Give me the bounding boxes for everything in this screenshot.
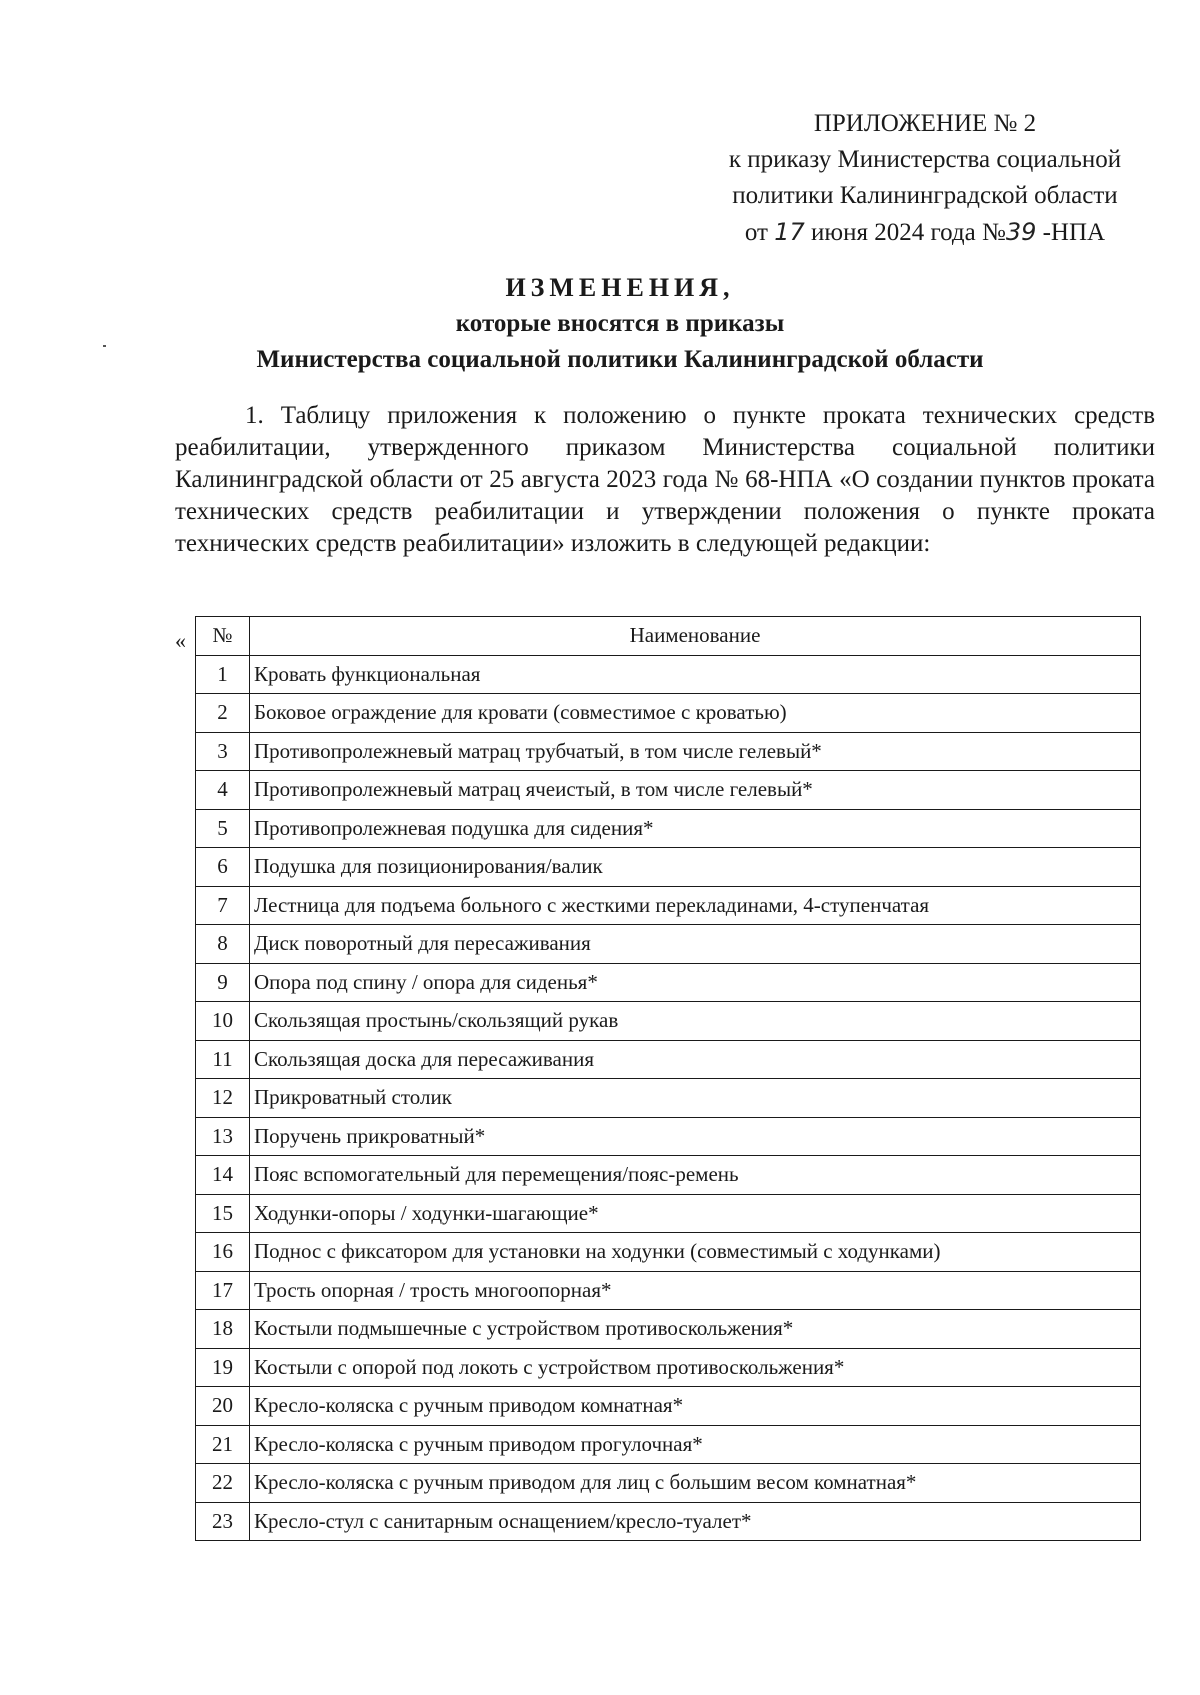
title-subheading: которые вносятся в приказы [455, 310, 785, 337]
table-row [196, 1156, 1141, 1195]
table-row [196, 1002, 1141, 1041]
row-item-name: Кресло-коляска с ручным приводом прогулочная* [250, 1425, 1141, 1464]
row-number: 12 [196, 1079, 250, 1118]
row-item-name: Опора под спину / опора для сиденья* [250, 963, 1141, 1002]
opening-quote: « [175, 628, 186, 653]
table-row [196, 1502, 1141, 1541]
table-row [196, 848, 1141, 887]
title-heading: ИЗМЕНЕНИЯ, [505, 273, 735, 302]
table-row [196, 886, 1141, 925]
paragraph-text: 1. Таблицу приложения к положению о пункте проката технических средств реабилитации, утвержденного приказом Министерства социальной политики Калининградской области от 25 августа 2023 года № 68-НПА «О создании пунктов проката технических средств реабилитации и утверждении положения о пункте проката технических средств реабилитации» изложить в следующей редакции: [175, 402, 1155, 557]
row-number: 13 [196, 1117, 250, 1156]
row-number: 18 [196, 1310, 250, 1349]
row-item-name: Противопролежневый матрац ячеистый, в том числе гелевый* [250, 771, 1141, 810]
scan-speck [103, 345, 106, 347]
row-number: 3 [196, 732, 250, 771]
row-number: 14 [196, 1156, 250, 1195]
row-number: 1 [196, 655, 250, 694]
table-row [196, 1348, 1141, 1387]
table-row [196, 771, 1141, 810]
row-item-name: Костыли подмышечные с устройством противоскольжения* [250, 1310, 1141, 1349]
row-item-name: Костыли с опорой под локоть с устройством противоскольжения* [250, 1348, 1141, 1387]
row-item-name: Скользящая простынь/скользящий рукав [250, 1002, 1141, 1041]
row-item-name: Поручень прикроватный* [250, 1117, 1141, 1156]
row-number: 15 [196, 1194, 250, 1233]
appendix-ministry: политики Калининградской области [732, 182, 1118, 209]
row-item-name: Лестница для подъема больного с жесткими перекладинами, 4-ступенчатая [250, 886, 1141, 925]
row-item-name: Скользящая доска для пересаживания [250, 1040, 1141, 1079]
row-number: 7 [196, 886, 250, 925]
table-row [196, 655, 1141, 694]
body-paragraph [175, 400, 1155, 560]
row-number: 5 [196, 809, 250, 848]
row-number: 19 [196, 1348, 250, 1387]
row-number: 22 [196, 1464, 250, 1503]
row-item-name: Противопролежневый матрац трубчатый, в том числе гелевый* [250, 732, 1141, 771]
table-body [196, 655, 1141, 1541]
row-item-name: Пояс вспомогательный для перемещения/пояс-ремень [250, 1156, 1141, 1195]
row-item-name: Подушка для позиционирования/валик [250, 848, 1141, 887]
row-item-name: Кресло-стул с санитарным оснащением/кресло-туалет* [250, 1502, 1141, 1541]
row-item-name: Поднос с фиксатором для установки на ходунки (совместимый с ходунками) [250, 1233, 1141, 1272]
table-row [196, 732, 1141, 771]
row-number: 8 [196, 925, 250, 964]
row-item-name: Диск поворотный для пересаживания [250, 925, 1141, 964]
table-row [196, 1425, 1141, 1464]
table-row [196, 1194, 1141, 1233]
table-row [196, 1310, 1141, 1349]
row-item-name: Противопролежневая подушка для сидения* [250, 809, 1141, 848]
table-row [196, 1387, 1141, 1426]
appendix-number: ПРИЛОЖЕНИЕ № 2 [813, 110, 1037, 137]
row-item-name: Ходунки-опоры / ходунки-шагающие* [250, 1194, 1141, 1233]
row-item-name: Кровать функциональная [250, 655, 1141, 694]
date-prefix: от [744, 219, 768, 246]
row-item-name: Трость опорная / трость многоопорная* [250, 1271, 1141, 1310]
table-row [196, 1233, 1141, 1272]
row-number: 9 [196, 963, 250, 1002]
document-title [160, 270, 1080, 378]
row-number: 4 [196, 771, 250, 810]
row-number: 2 [196, 694, 250, 733]
table-row [196, 1117, 1141, 1156]
table-row [196, 1271, 1141, 1310]
date-middle: июня 2024 года № [811, 219, 1006, 246]
header-number: № [196, 617, 250, 656]
table-row [196, 925, 1141, 964]
row-item-name: Кресло-коляска с ручным приводом комнатная* [250, 1387, 1141, 1426]
row-item-name: Боковое ограждение для кровати (совместимое с кроватью) [250, 694, 1141, 733]
table-row [196, 963, 1141, 1002]
row-item-name: Кресло-коляска с ручным приводом для лиц с большим весом комнатная* [250, 1464, 1141, 1503]
table-header-row [196, 617, 1141, 656]
row-number: 17 [196, 1271, 250, 1310]
row-number: 16 [196, 1233, 250, 1272]
row-number: 10 [196, 1002, 250, 1041]
table-row [196, 1079, 1141, 1118]
appendix-order-ref: к приказу Министерства социальной [728, 146, 1122, 173]
table-row [196, 1464, 1141, 1503]
appendix-header [690, 106, 1160, 251]
table-row [196, 1040, 1141, 1079]
handwritten-order-number: 39 [1005, 218, 1037, 246]
row-number: 20 [196, 1387, 250, 1426]
table-row [196, 809, 1141, 848]
table-row [196, 694, 1141, 733]
handwritten-day: 17 [774, 218, 805, 246]
appendix-date-line [690, 214, 1160, 251]
row-number: 23 [196, 1502, 250, 1541]
row-number: 11 [196, 1040, 250, 1079]
header-name: Наименование [250, 617, 1141, 656]
items-table [195, 616, 1141, 1541]
title-ministry: Министерства социальной политики Калининградской области [256, 346, 984, 373]
date-suffix: -НПА [1042, 219, 1106, 246]
row-item-name: Прикроватный столик [250, 1079, 1141, 1118]
row-number: 21 [196, 1425, 250, 1464]
row-number: 6 [196, 848, 250, 887]
